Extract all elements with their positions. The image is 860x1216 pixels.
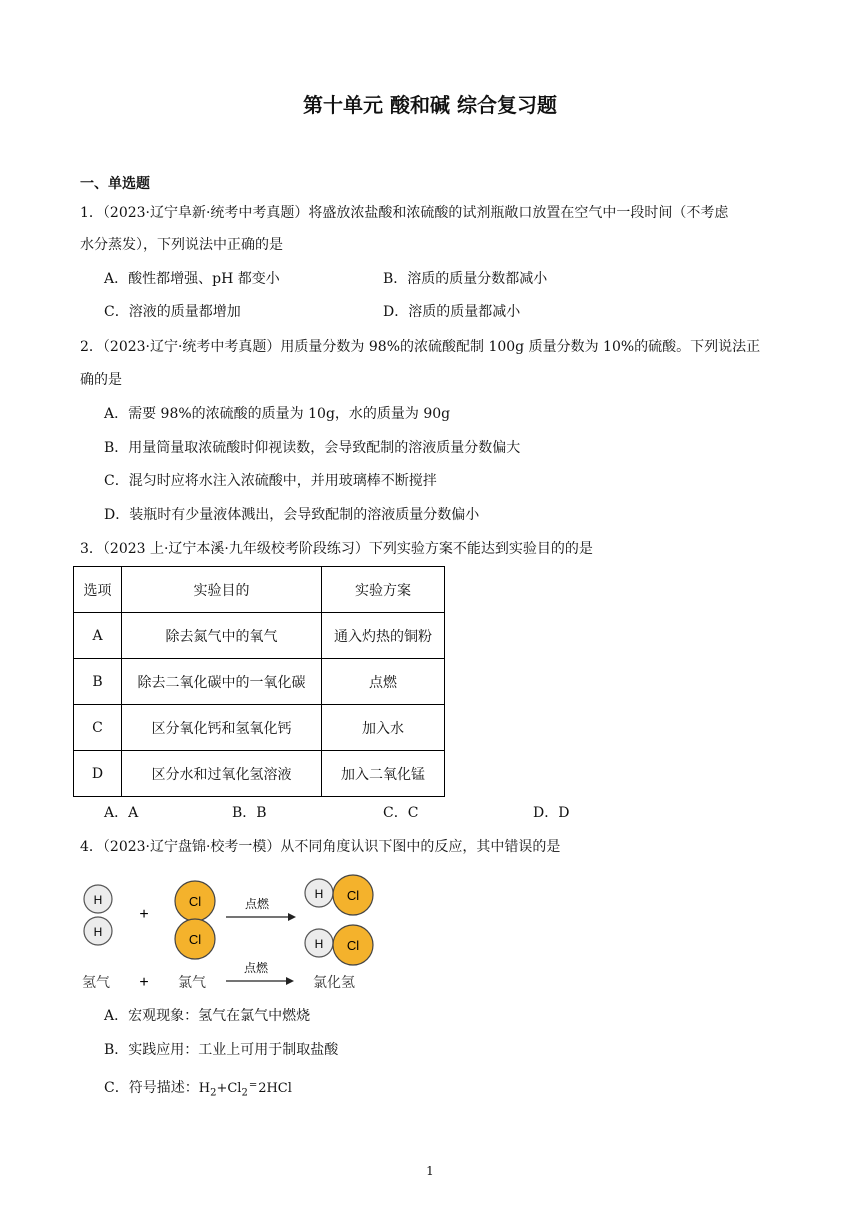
table-row (74, 613, 445, 659)
q3-option-b: B．B (232, 805, 267, 821)
atom-label: Cl (346, 938, 360, 953)
atom-label: Cl (346, 888, 360, 903)
q4-option-a: A．宏观现象：氢气在氯气中燃烧 (104, 1008, 311, 1024)
table-cell: 通入灼热的铜粉 (322, 613, 445, 659)
equation (198, 1080, 292, 1099)
reactant-hydrogen-label: 氢气 (82, 974, 110, 990)
table-cell: C (74, 705, 122, 751)
page-title: 第十单元 酸和碱 综合复习题 (303, 93, 557, 117)
q2-stem-line2: 确的是 (80, 372, 122, 388)
table-cell: 除去二氧化碳中的一氧化碳 (122, 659, 322, 705)
reactant-chlorine-label: 氯气 (178, 974, 206, 990)
q2-stem-line1: 2．（2023·辽宁·统考中考真题）用质量分数为 98%的浓硫酸配制 100g 质量分数为 10%的硫酸。下列说法正 (80, 339, 761, 355)
equation-h: H (198, 1081, 211, 1096)
reaction-diagram (76, 870, 396, 1000)
atom-label: H (314, 887, 324, 901)
q4-stem: 4．（2023·辽宁盘锦·校考一模）从不同角度认识下图中的反应，其中错误的是 (80, 839, 561, 855)
table-cell: 加入水 (322, 705, 445, 751)
q2-option-a: A．需要 98%的浓硫酸的质量为 10g，水的质量为 90g (104, 406, 451, 422)
q1-stem-line1: 1．（2023·辽宁阜新·统考中考真题）将盛放浓盐酸和浓硫酸的试剂瓶敞口放置在空气中一段时间（不考虑 (80, 205, 729, 221)
arrow-head-icon (286, 977, 294, 985)
condition-label: 点燃 (244, 897, 270, 911)
q1-option-a: A．酸性都增强、pH 都变小 (104, 271, 280, 287)
atom-label: Cl (188, 932, 202, 947)
table-cell: A (74, 613, 122, 659)
condition-label: 点燃 (243, 961, 269, 975)
equation-product: 2HCl (258, 1081, 292, 1096)
equation-sign: = (248, 1080, 258, 1091)
q3-table (73, 566, 445, 797)
q3-option-d: D．D (533, 805, 570, 821)
table-header-cell: 实验目的 (122, 567, 322, 613)
table-row (74, 659, 445, 705)
table-cell: 区分氧化钙和氢氧化钙 (122, 705, 322, 751)
table-cell: 加入二氧化锰 (322, 751, 445, 797)
q4-option-c (104, 1081, 292, 1099)
q2-option-d: D．装瓶时有少量液体溅出，会导致配制的溶液质量分数偏小 (104, 507, 480, 523)
atom-label: H (93, 893, 103, 907)
q2-option-b: B．用量筒量取浓硫酸时仰视读数，会导致配制的溶液质量分数偏大 (104, 440, 521, 456)
table-header-row (74, 567, 445, 613)
q4-option-c-prefix: C．符号描述： (104, 1080, 199, 1096)
equation-plus-cl: +Cl (216, 1081, 242, 1096)
atom-label: H (93, 925, 103, 939)
atom-label: Cl (188, 894, 202, 909)
q3-stem: 3．（2023 上·辽宁本溪·九年级校考阶段练习）下列实验方案不能达到实验目的的是 (80, 541, 593, 557)
product-label: 氯化氢 (313, 974, 355, 990)
table-header-cell: 选项 (74, 567, 122, 613)
q1-option-c: C．溶液的质量都增加 (104, 304, 241, 320)
table-row (74, 751, 445, 797)
atom-label: H (314, 937, 324, 951)
q4-option-b: B．实践应用：工业上可用于制取盐酸 (104, 1042, 339, 1058)
table-cell: 除去氮气中的氧气 (122, 613, 322, 659)
plus-sign: + (139, 906, 149, 923)
q1-option-d: D．溶质的质量都减小 (383, 304, 521, 320)
q1-option-b: B．溶质的质量分数都减小 (383, 271, 548, 287)
page-number: 1 (426, 1164, 434, 1178)
plus-sign: + (139, 974, 149, 991)
equation-subscript: 2 (241, 1087, 248, 1099)
arrow-head-icon (288, 913, 296, 921)
table-row (74, 705, 445, 751)
table-cell: D (74, 751, 122, 797)
q2-option-c: C．混匀时应将水注入浓硫酸中，并用玻璃棒不断搅拌 (104, 473, 437, 489)
table-cell: B (74, 659, 122, 705)
q1-stem-line2: 水分蒸发），下列说法中正确的是 (80, 237, 283, 253)
table-cell: 点燃 (322, 659, 445, 705)
table-cell: 区分水和过氧化氢溶液 (122, 751, 322, 797)
q3-option-c: C．C (383, 805, 419, 821)
section-heading: 一、单选题 (80, 176, 150, 192)
table-header-cell: 实验方案 (322, 567, 445, 613)
equation-subscript: 2 (210, 1087, 217, 1099)
q3-option-a: A．A (104, 805, 139, 821)
